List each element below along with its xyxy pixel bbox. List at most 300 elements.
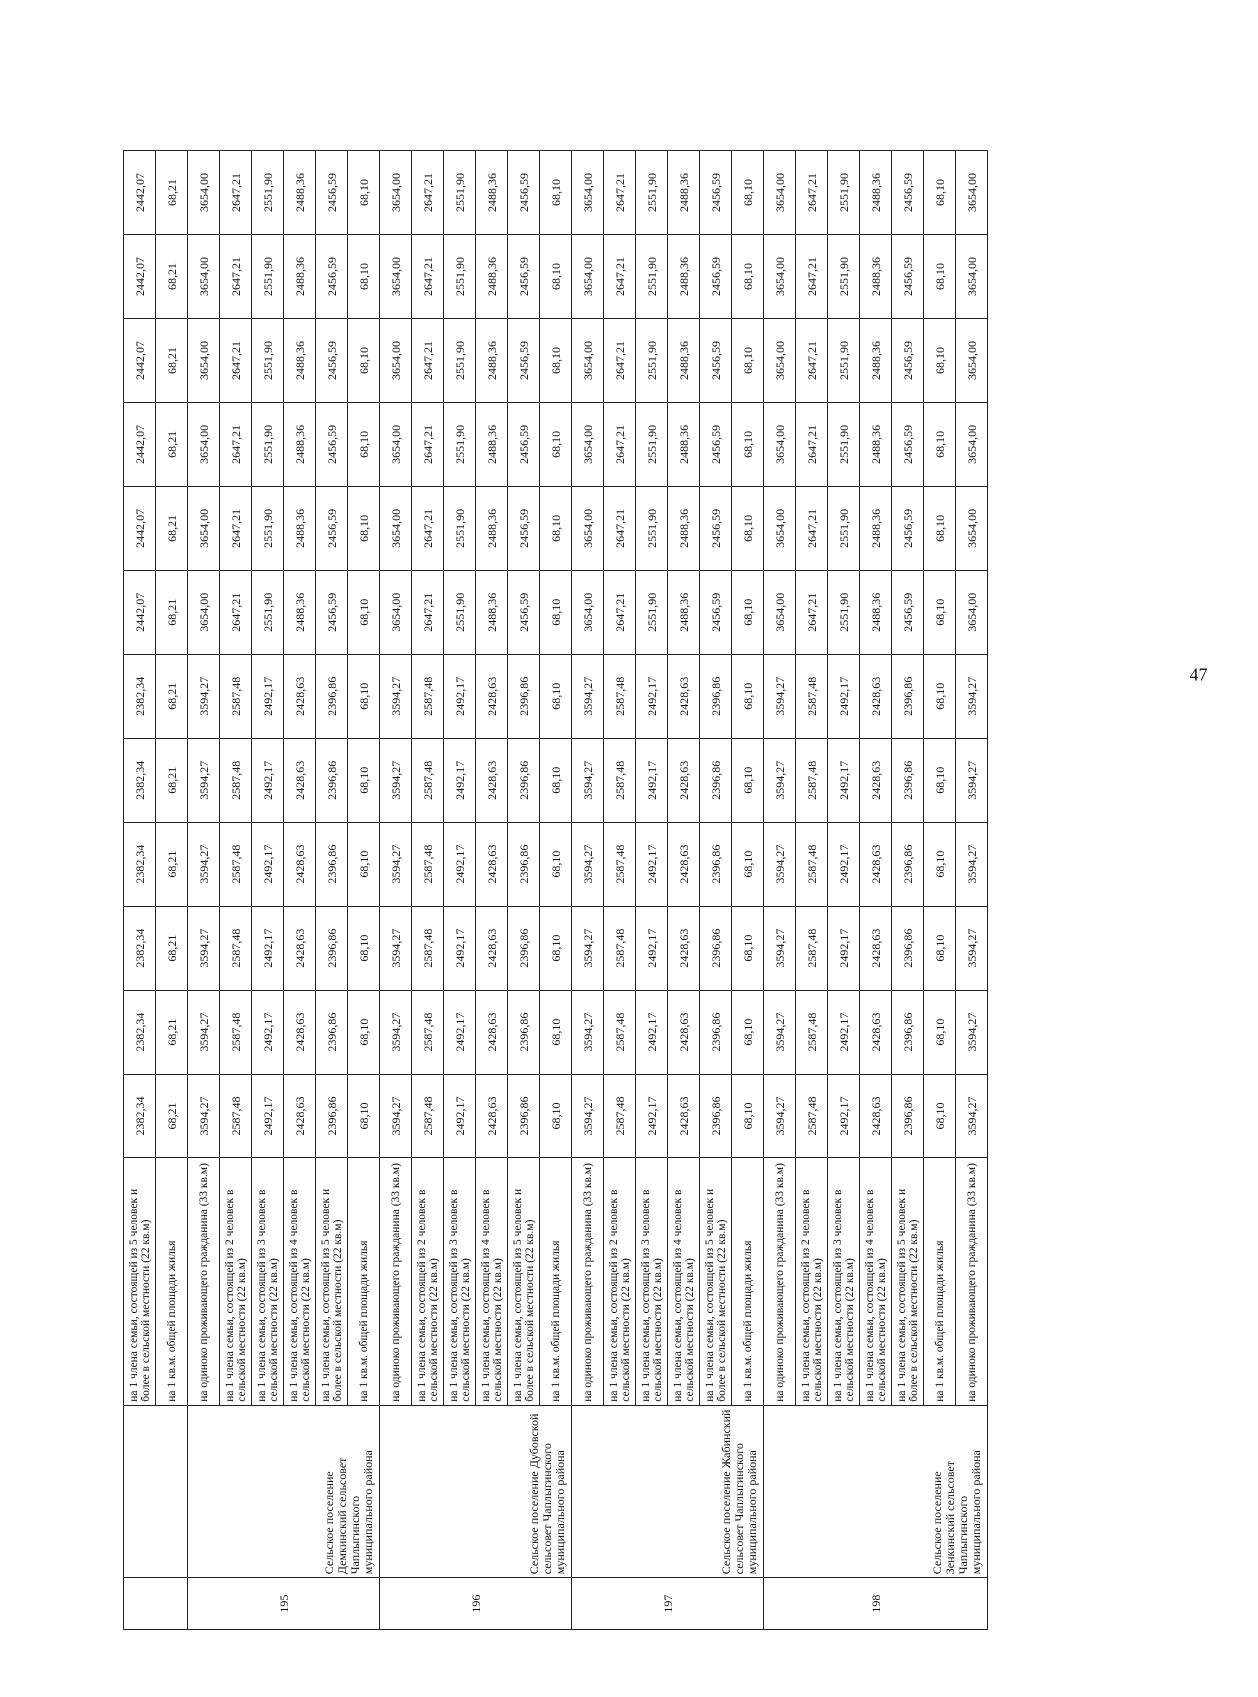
value-cell: 3594,27 [380,822,412,906]
value-cell: 2456,59 [892,151,924,235]
value-cell: 2488,36 [284,402,316,486]
value-cell: 68,10 [924,990,956,1074]
value-cell: 2396,86 [508,822,540,906]
value-cell: 68,10 [348,654,380,738]
value-cell: 68,10 [732,486,764,570]
norm-description: на 1 члена семьи, состоящей из 5 человек и более в сельской местности (22 кв.м) [124,1158,156,1405]
value-cell: 3654,00 [572,318,604,402]
value-cell: 2456,59 [700,570,732,654]
value-cell: 2492,17 [636,738,668,822]
value-cell: 68,10 [540,990,572,1074]
value-cell: 2551,90 [444,151,476,235]
value-cell: 68,10 [924,654,956,738]
value-cell: 2488,36 [668,570,700,654]
value-cell: 68,21 [156,151,188,235]
settlement-name: Сельское поселение Зенкинский сельсовет Чаплыгинского муниципального района [764,1405,988,1578]
value-cell: 3594,27 [956,738,988,822]
value-cell: 2488,36 [284,570,316,654]
value-cell: 2456,59 [892,486,924,570]
value-cell: 2428,63 [476,738,508,822]
value-cell: 2396,86 [316,906,348,990]
value-cell: 2456,59 [508,402,540,486]
value-cell: 2428,63 [668,1074,700,1158]
value-cell: 2428,63 [860,990,892,1074]
value-cell: 2647,21 [220,402,252,486]
value-cell: 2396,86 [316,738,348,822]
norm-description: на 1 члена семьи, состоящей из 4 человек в сельской местности (22 кв.м) [860,1158,892,1405]
norm-description: на одиноко проживающего гражданина (33 кв.м) [956,1158,988,1405]
value-cell: 3594,27 [572,738,604,822]
value-cell: 2456,59 [508,318,540,402]
value-cell: 2442,07 [124,318,156,402]
value-cell: 68,21 [156,570,188,654]
norm-description: на 1 члена семьи, состоящей из 3 человек в сельской местности (22 кв.м) [444,1158,476,1405]
value-cell: 68,10 [732,402,764,486]
value-cell: 2551,90 [828,318,860,402]
value-cell: 2428,63 [284,906,316,990]
row-index: 198 [764,1578,988,1630]
value-cell: 3594,27 [764,990,796,1074]
value-cell: 2587,48 [412,1074,444,1158]
value-cell: 2587,48 [604,738,636,822]
value-cell: 2587,48 [796,990,828,1074]
value-cell: 2396,86 [892,738,924,822]
value-cell: 2587,48 [412,906,444,990]
value-cell: 3594,27 [764,822,796,906]
value-cell: 3654,00 [764,402,796,486]
value-cell: 2456,59 [508,235,540,319]
value-cell: 2587,48 [796,906,828,990]
value-cell: 3594,27 [764,906,796,990]
norm-description: на 1 члена семьи, состоящей из 4 человек в сельской местности (22 кв.м) [284,1158,316,1405]
value-cell: 2396,86 [316,822,348,906]
value-cell: 2382,34 [124,906,156,990]
value-cell: 2428,63 [284,822,316,906]
value-cell: 3654,00 [764,235,796,319]
value-cell: 2551,90 [828,402,860,486]
value-cell: 68,10 [348,486,380,570]
value-cell: 2488,36 [860,570,892,654]
norm-description: на одиноко проживающего гражданина (33 кв.м) [188,1158,220,1405]
norm-description: на 1 члена семьи, состоящей из 3 человек в сельской местности (22 кв.м) [828,1158,860,1405]
value-cell: 2456,59 [892,318,924,402]
value-cell: 2551,90 [636,235,668,319]
value-cell: 2396,86 [700,1074,732,1158]
value-cell: 2488,36 [284,151,316,235]
value-cell: 68,10 [540,906,572,990]
value-cell: 2382,34 [124,822,156,906]
value-cell: 2492,17 [828,738,860,822]
value-cell: 68,10 [348,570,380,654]
table-row [764,151,796,1630]
norm-description: на одиноко проживающего гражданина (33 кв.м) [380,1158,412,1405]
value-cell: 2551,90 [636,402,668,486]
value-cell: 2382,34 [124,1074,156,1158]
value-cell: 2456,59 [700,318,732,402]
value-cell: 2488,36 [476,570,508,654]
value-cell: 2647,21 [220,235,252,319]
value-cell: 2492,17 [444,990,476,1074]
value-cell: 2428,63 [860,738,892,822]
value-cell: 2456,59 [700,235,732,319]
value-cell: 68,10 [924,402,956,486]
value-cell: 2587,48 [220,738,252,822]
value-cell: 3594,27 [956,906,988,990]
value-cell: 2396,86 [892,822,924,906]
value-cell: 68,10 [732,738,764,822]
value-cell: 68,10 [540,654,572,738]
value-cell: 2396,86 [700,654,732,738]
value-cell: 2647,21 [604,570,636,654]
value-cell: 68,10 [732,318,764,402]
value-cell: 2551,90 [252,570,284,654]
value-cell: 68,21 [156,1074,188,1158]
value-cell: 68,10 [732,822,764,906]
value-cell: 2396,86 [508,906,540,990]
value-cell: 2396,86 [892,906,924,990]
value-cell: 2587,48 [220,822,252,906]
value-cell: 2647,21 [604,318,636,402]
value-cell: 68,10 [924,738,956,822]
value-cell: 2587,48 [412,822,444,906]
value-cell: 2587,48 [796,654,828,738]
value-cell: 2647,21 [220,318,252,402]
value-cell: 2382,34 [124,990,156,1074]
value-cell: 68,10 [732,151,764,235]
value-cell: 2396,86 [508,738,540,822]
value-cell: 2488,36 [668,318,700,402]
value-cell: 68,10 [540,486,572,570]
value-cell: 2492,17 [828,654,860,738]
norm-description: на одиноко проживающего гражданина (33 кв.м) [572,1158,604,1405]
value-cell: 2492,17 [252,990,284,1074]
value-cell: 68,10 [924,906,956,990]
value-cell: 68,10 [540,822,572,906]
value-cell: 3594,27 [380,906,412,990]
value-cell: 68,10 [924,318,956,402]
value-cell: 2488,36 [476,235,508,319]
value-cell: 2647,21 [412,402,444,486]
value-cell: 2456,59 [316,318,348,402]
value-cell: 2551,90 [636,486,668,570]
value-cell: 2488,36 [284,318,316,402]
value-cell: 68,21 [156,906,188,990]
value-cell: 2492,17 [444,906,476,990]
row-index: 197 [572,1578,764,1630]
value-cell: 2396,86 [892,990,924,1074]
value-cell: 2488,36 [860,402,892,486]
value-cell: 68,10 [348,235,380,319]
value-cell: 2492,17 [252,906,284,990]
value-cell: 68,10 [348,151,380,235]
value-cell: 2456,59 [316,570,348,654]
value-cell: 2428,63 [284,990,316,1074]
value-cell: 2551,90 [252,235,284,319]
value-cell: 68,21 [156,990,188,1074]
value-cell: 2647,21 [604,486,636,570]
value-cell: 2551,90 [252,486,284,570]
value-cell: 2647,21 [604,151,636,235]
value-cell: 2396,86 [316,1074,348,1158]
row-index [124,1578,188,1630]
value-cell: 2456,59 [316,486,348,570]
value-cell: 68,10 [348,318,380,402]
value-cell: 2492,17 [828,822,860,906]
value-cell: 3654,00 [188,318,220,402]
value-cell: 3654,00 [764,570,796,654]
value-cell: 68,10 [732,906,764,990]
value-cell: 68,10 [540,235,572,319]
value-cell: 68,10 [732,654,764,738]
value-cell: 68,21 [156,654,188,738]
value-cell: 2488,36 [860,235,892,319]
value-cell: 2488,36 [476,151,508,235]
value-cell: 2647,21 [796,151,828,235]
settlement-name: Сельское поселение Демкинский сельсовет Чаплыгинского муниципального района [188,1405,380,1578]
value-cell: 2647,21 [412,151,444,235]
value-cell: 2396,86 [316,654,348,738]
value-cell: 3594,27 [380,654,412,738]
value-cell: 2428,63 [668,654,700,738]
value-cell: 3654,00 [188,235,220,319]
value-cell: 2456,59 [700,402,732,486]
value-cell: 2488,36 [668,402,700,486]
value-cell: 3594,27 [380,990,412,1074]
value-cell: 2396,86 [316,990,348,1074]
value-cell: 2587,48 [220,990,252,1074]
value-cell: 2647,21 [796,402,828,486]
value-cell: 3654,00 [956,318,988,402]
row-index: 195 [188,1578,380,1630]
value-cell: 2442,07 [124,486,156,570]
value-cell: 2587,48 [412,738,444,822]
value-cell: 2647,21 [604,235,636,319]
value-cell: 2396,86 [508,1074,540,1158]
norm-description: на 1 члена семьи, состоящей из 2 человек в сельской местности (22 кв.м) [796,1158,828,1405]
value-cell: 2428,63 [668,906,700,990]
value-cell: 3654,00 [380,570,412,654]
value-cell: 3594,27 [764,654,796,738]
value-cell: 68,10 [924,822,956,906]
value-cell: 3594,27 [956,1074,988,1158]
value-cell: 3654,00 [188,486,220,570]
value-cell: 3594,27 [764,738,796,822]
norm-description: на 1 члена семьи, состоящей из 3 человек в сельской местности (22 кв.м) [636,1158,668,1405]
value-cell: 68,10 [540,318,572,402]
value-cell: 2492,17 [444,822,476,906]
value-cell: 2428,63 [284,1074,316,1158]
value-cell: 2428,63 [284,654,316,738]
value-cell: 2456,59 [892,570,924,654]
value-cell: 2647,21 [220,151,252,235]
value-cell: 2488,36 [284,486,316,570]
value-cell: 2647,21 [796,570,828,654]
value-cell: 68,10 [540,1074,572,1158]
value-cell: 68,10 [732,990,764,1074]
value-cell: 3594,27 [956,990,988,1074]
value-cell: 2428,63 [476,906,508,990]
value-cell: 3594,27 [572,1074,604,1158]
value-cell: 2551,90 [636,151,668,235]
value-cell: 3654,00 [572,570,604,654]
value-cell: 2492,17 [444,1074,476,1158]
value-cell: 2428,63 [860,1074,892,1158]
norm-description: на 1 члена семьи, состоящей из 2 человек в сельской местности (22 кв.м) [604,1158,636,1405]
value-cell: 2492,17 [636,906,668,990]
value-cell: 68,10 [348,990,380,1074]
value-cell: 3654,00 [956,402,988,486]
norm-description: на 1 кв.м. общей площади жилья [732,1158,764,1405]
value-cell: 3654,00 [572,402,604,486]
rotated-page [123,15,1258,1630]
value-cell: 68,10 [540,151,572,235]
row-index: 196 [380,1578,572,1630]
value-cell: 3654,00 [572,235,604,319]
value-cell: 3654,00 [764,318,796,402]
value-cell: 3594,27 [188,990,220,1074]
value-cell: 2382,34 [124,738,156,822]
value-cell: 3594,27 [188,738,220,822]
value-cell: 2488,36 [860,318,892,402]
norm-description: на 1 члена семьи, состоящей из 2 человек в сельской местности (22 кв.м) [412,1158,444,1405]
value-cell: 3654,00 [572,486,604,570]
value-cell: 2492,17 [828,906,860,990]
value-cell: 2456,59 [892,235,924,319]
value-cell: 2488,36 [476,402,508,486]
value-cell: 2428,63 [668,990,700,1074]
value-cell: 2587,48 [604,906,636,990]
value-cell: 2428,63 [860,906,892,990]
value-cell: 3594,27 [764,1074,796,1158]
value-cell: 2587,48 [412,990,444,1074]
value-cell: 2488,36 [476,318,508,402]
value-cell: 2428,63 [860,822,892,906]
value-cell: 2428,63 [476,822,508,906]
value-cell: 3594,27 [956,654,988,738]
norm-description: на одиноко проживающего гражданина (33 кв.м) [764,1158,796,1405]
value-cell: 2396,86 [700,822,732,906]
table-row [380,151,412,1630]
value-cell: 2382,34 [124,654,156,738]
value-cell: 2587,48 [604,990,636,1074]
value-cell: 2647,21 [796,486,828,570]
value-cell: 3594,27 [188,1074,220,1158]
value-cell: 3654,00 [188,402,220,486]
value-cell: 68,10 [540,402,572,486]
value-cell: 2428,63 [860,654,892,738]
value-cell: 68,21 [156,402,188,486]
value-cell: 2488,36 [860,486,892,570]
value-cell: 2647,21 [796,318,828,402]
value-cell: 68,10 [924,486,956,570]
norm-description: на 1 кв.м. общей площади жилья [348,1158,380,1405]
value-cell: 2488,36 [284,235,316,319]
value-cell: 68,10 [348,906,380,990]
settlement-name [124,1405,188,1578]
value-cell: 68,10 [348,738,380,822]
value-cell: 2428,63 [668,738,700,822]
value-cell: 2647,21 [796,235,828,319]
value-cell: 2587,48 [796,738,828,822]
value-cell: 2428,63 [668,822,700,906]
value-cell: 3654,00 [380,318,412,402]
value-cell: 3594,27 [188,822,220,906]
value-cell: 3654,00 [380,235,412,319]
value-cell: 3654,00 [764,486,796,570]
norm-description: на 1 члена семьи, состоящей из 2 человек в сельской местности (22 кв.м) [220,1158,252,1405]
value-cell: 2396,86 [508,990,540,1074]
value-cell: 2551,90 [444,486,476,570]
value-cell: 2488,36 [668,486,700,570]
value-cell: 3654,00 [380,402,412,486]
norm-description: на 1 члена семьи, состоящей из 5 человек и более в сельской местности (22 кв.м) [316,1158,348,1405]
value-cell: 2492,17 [252,738,284,822]
value-cell: 2488,36 [668,235,700,319]
tariff-table [123,150,988,1630]
value-cell: 3594,27 [188,906,220,990]
value-cell: 2492,17 [828,990,860,1074]
norm-description: на 1 члена семьи, состоящей из 4 человек в сельской местности (22 кв.м) [668,1158,700,1405]
value-cell: 2396,86 [700,906,732,990]
value-cell: 2587,48 [220,906,252,990]
value-cell: 2587,48 [796,822,828,906]
value-cell: 68,21 [156,486,188,570]
value-cell: 2488,36 [668,151,700,235]
value-cell: 3654,00 [956,486,988,570]
value-cell: 3594,27 [188,654,220,738]
value-cell: 2396,86 [508,654,540,738]
norm-description: на 1 члена семьи, состоящей из 3 человек в сельской местности (22 кв.м) [252,1158,284,1405]
value-cell: 2587,48 [220,1074,252,1158]
value-cell: 2647,21 [604,402,636,486]
value-cell: 2492,17 [636,822,668,906]
value-cell: 68,10 [732,235,764,319]
value-cell: 3654,00 [380,486,412,570]
value-cell: 2492,17 [444,738,476,822]
value-cell: 2587,48 [604,654,636,738]
value-cell: 2442,07 [124,235,156,319]
page-number: 47 [1189,664,1208,685]
value-cell: 2396,86 [700,738,732,822]
value-cell: 2456,59 [316,402,348,486]
value-cell: 2428,63 [476,1074,508,1158]
value-cell: 3594,27 [572,990,604,1074]
value-cell: 2492,17 [444,654,476,738]
norm-description: на 1 члена семьи, состоящей из 4 человек в сельской местности (22 кв.м) [476,1158,508,1405]
norm-description: на 1 кв.м. общей площади жилья [540,1158,572,1405]
value-cell: 68,21 [156,318,188,402]
value-cell: 68,10 [924,570,956,654]
value-cell: 2442,07 [124,570,156,654]
value-cell: 3654,00 [956,151,988,235]
value-cell: 3654,00 [188,570,220,654]
value-cell: 3594,27 [380,738,412,822]
value-cell: 2647,21 [412,570,444,654]
norm-description: на 1 кв.м. общей площади жилья [924,1158,956,1405]
value-cell: 2456,59 [316,151,348,235]
value-cell: 2428,63 [476,990,508,1074]
value-cell: 3654,00 [380,151,412,235]
value-cell: 3594,27 [956,822,988,906]
value-cell: 68,10 [540,738,572,822]
value-cell: 2551,90 [828,486,860,570]
value-cell: 2396,86 [700,990,732,1074]
value-cell: 2396,86 [892,1074,924,1158]
norm-description: на 1 члена семьи, состоящей из 5 человек и более в сельской местности (22 кв.м) [892,1158,924,1405]
value-cell: 2488,36 [860,151,892,235]
value-cell: 3654,00 [956,235,988,319]
value-cell: 2488,36 [476,486,508,570]
